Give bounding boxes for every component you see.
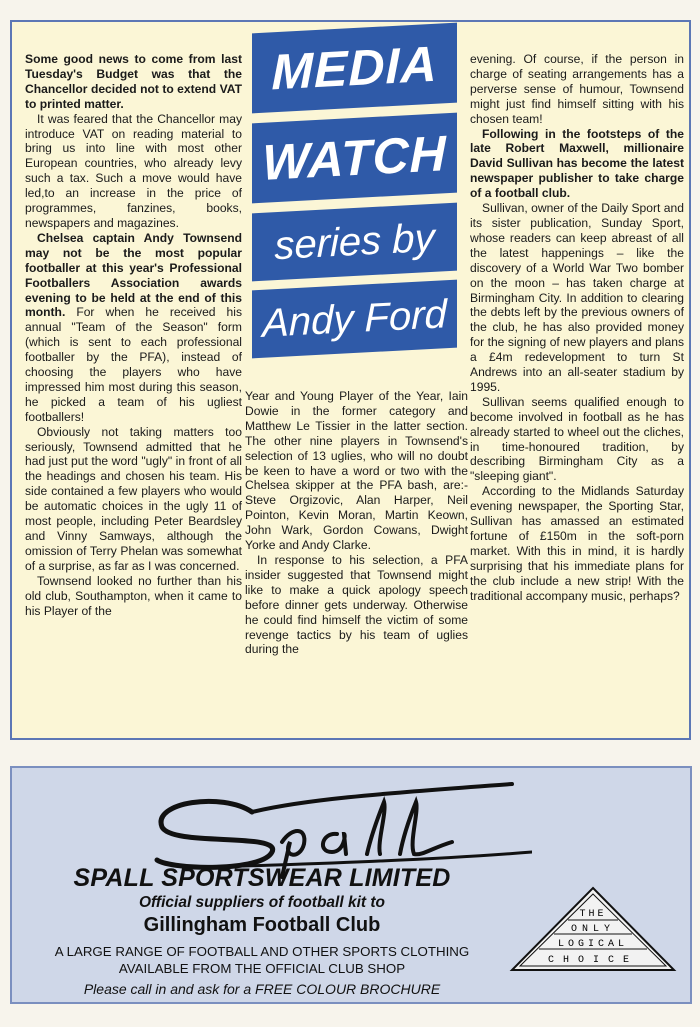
article-column-3 bbox=[470, 52, 684, 604]
paragraph: Year and Young Player of the Year, Iain Dowie in the former category and Matthew Le Tissier in the latter section. The other nine players in Townsend's selection of 13 uglies, who will no doubt be keen to have a word or two with the Chelsea skipper at the PFA bash, are:- Steve Orgizovic, Alan Harper, Neil Pointon, Kevin Moran, Martin Keown, John Wark, Gordon Cowans, Dwight Yorke and Andy Clarke. bbox=[245, 389, 468, 553]
paragraph: evening. Of course, if the person in charge of seating arrangements has a perverse sense of humour, Townsend might just find himself sitting with his chosen team! bbox=[470, 52, 684, 126]
article-column-1 bbox=[25, 52, 242, 618]
paragraph-text: For when he received his annual "Team of the Season" form (which is sent to each professional footballer by the PFA), instead of choosing the players who have impressed him most during this season, he picked a team of his ugliest footballers! bbox=[25, 305, 242, 424]
banner-media: MEDIA bbox=[252, 23, 457, 114]
advert-club-name: Gillingham Football Club bbox=[143, 914, 381, 936]
banner-watch: WATCH bbox=[252, 113, 457, 204]
triangle-row-1: THE bbox=[579, 909, 607, 920]
triangle-row-2: ONLY bbox=[570, 924, 616, 935]
triangle-row-3: LOGICAL bbox=[557, 939, 629, 950]
paragraph: It was feared that the Chancellor may introduce VAT on reading material to bring us into line with most other European countries, who already levy such a tax. Such a move would have led,to an increase in the price of programmes, fanzines, books, newspapers and magazines. bbox=[25, 111, 242, 230]
spall-advert bbox=[10, 766, 692, 1004]
paragraph: Sullivan seems qualified enough to become involved in football as he has already started to wheel out the cliches, in time-honoured tradition, by describing Birmingham City as a "sleeping giant". bbox=[470, 394, 684, 484]
only-logical-choice-triangle bbox=[508, 886, 678, 972]
banner-author: Andy Ford bbox=[252, 280, 457, 359]
advert-company-name: SPALL SPORTSWEAR LIMITED bbox=[73, 864, 451, 892]
bold-lead: Chelsea captain Andy Townsend may not be the most popular footballer at this year's Professional Footballers Association awards evening to be held at the end of this month. bbox=[25, 230, 242, 320]
paragraph: Sullivan, owner of the Daily Sport and its sister publication, Sunday Sport, whose readers can keep abreast of all the latest happenings – like the discovery of a World War Two bomber on the moon – has taken charge at Birmingham City. In addition to clearing the debts left by the previous owners of the club, he has also provided money for the signing of new players and plans a £4m redevelopment to turn St Andrews into an all-seater stadium by 1995. bbox=[470, 201, 684, 394]
bold-lead: Following in the footsteps of the late Robert Maxwell, millionaire David Sullivan has become the latest newspaper publisher to take charge of a football club. bbox=[470, 126, 684, 201]
advert-range-line-2: AVAILABLE FROM THE OFFICIAL CLUB SHOP bbox=[118, 961, 406, 976]
triangle-row-4: CHOICE bbox=[547, 955, 639, 966]
advert-range-line-1: A LARGE RANGE OF FOOTBALL AND OTHER SPORTS CLOTHING bbox=[54, 944, 470, 959]
paragraph: According to the Midlands Saturday evening newspaper, the Sporting Star, Sullivan has amassed an estimated fortune of £150m in the soft-porn market. With this in mind, it is hardly surprising that his immediate plans for the club include a new strip! With the traditional accompany music, perhaps? bbox=[470, 484, 684, 603]
paragraph bbox=[25, 52, 242, 112]
banner-series-by: series by bbox=[252, 203, 457, 282]
advert-brochure-line: Please call in and ask for a FREE COLOUR BROCHURE bbox=[83, 981, 441, 997]
article-column-2 bbox=[245, 389, 468, 657]
paragraph: Obviously not taking matters too seriously, Townsend admitted that he had just put the word "ugly" in front of all the headings and chosen his team. His side contained a few players who would be automatic choices in the ugly 11 of most people, including Peter Beardsley and Vinny Samways, although the omission of Terry Phelan was somewhat of a surprise, as far as I was concerned. bbox=[25, 424, 242, 573]
advert-suppliers-line: Official suppliers of football kit to bbox=[138, 894, 385, 911]
advert-range-text bbox=[12, 943, 512, 977]
paragraph: Townsend looked no further than his old club, Southampton, when it came to his Player of the bbox=[25, 573, 242, 618]
bold-lead: Some good news to come from last Tuesday's Budget was that the Chancellor decided not to extend VAT to printed matter. bbox=[25, 52, 242, 111]
paragraph: In response to his selection, a PFA insider suggested that Townsend might like to make a quick apology speech before dinner gets underway. Otherwise he could find himself the victim of some revenge tactics by his team of uglies during the bbox=[245, 552, 468, 657]
paragraph bbox=[470, 127, 684, 202]
paragraph bbox=[25, 231, 242, 425]
